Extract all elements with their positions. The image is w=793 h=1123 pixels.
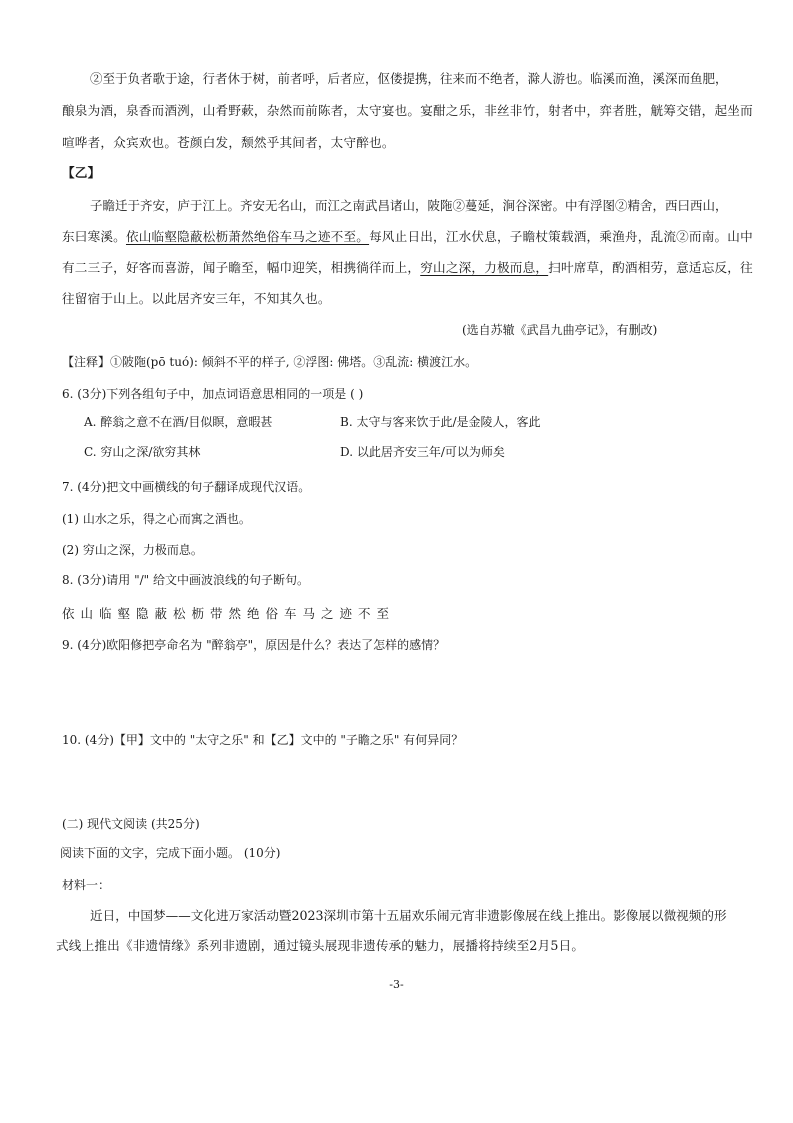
annotation-notes: 【注释】①陂陁(pō tuó): 倾斜不平的样子, ②浮图: 佛塔。③乱流: 横渡江水。	[62, 355, 478, 369]
section-2-heading: (二) 现代文阅读 (共25分)	[62, 817, 200, 831]
question-6-option-d: D. 以此居齐安三年/可以为师矣	[340, 445, 505, 459]
question-6-option-b: B. 太守与客来饮于此/是金陵人，客此	[340, 415, 541, 429]
yi-line-4: 往留宿于山上。以此居齐安三年，不知其久也。	[62, 291, 331, 306]
section-2-instruction: 阅读下面的文字，完成下面小题。 (10分)	[60, 846, 281, 860]
yi-line-2-b: 每风止日出，江水伏息，子瞻杖策载酒，乘渔舟，乱流②而南。山中	[369, 229, 753, 244]
yi-heading: 【乙】	[62, 165, 101, 180]
jia-line-3: 喧哗者，众宾欢也。苍颜白发，颓然乎其间者，太守醉也。	[62, 135, 395, 150]
material-1-line-1: 近日，中国梦——文化进万家活动暨2023深圳市第十五届欢乐闹元宵非遗影像展在线上推出。影像展以微视频的形	[90, 908, 727, 923]
material-1-line-2: 式线上推出《非遗情缘》系列非遗剧，通过镜头展现非遗传承的魅力，展播将持续至2月5日。	[56, 938, 585, 953]
yi-line-2	[62, 228, 753, 246]
yi-line-3-a: 有二三子，好客而喜游，闻子瞻至，幅巾迎笑，相携徜徉而上，	[62, 260, 421, 275]
yi-line-3-b: 扫叶席草，酌酒相劳，意适忘反，往	[548, 260, 753, 275]
underlined-sentence: 穷山之深，力极而息，	[420, 260, 549, 275]
question-6-option-c: C. 穷山之深/欲穷其林	[84, 445, 201, 459]
material-1-label: 材料一：	[62, 878, 111, 892]
question-7-sentence-1: (1) 山水之乐，得之心而寓之酒也。	[62, 512, 251, 526]
wavy-underlined-sentence: 依山临壑隐蔽松枥萧然绝俗车马之迹不至。	[125, 229, 370, 244]
yi-line-1: 子瞻迁于齐安，庐于江上。齐安无名山，而江之南武昌诸山，陂陁②蔓延，涧谷深密。中有浮图②精舍，西曰西山，	[90, 198, 728, 213]
question-6-stem: 6. (3分)下列各组句子中，加点词语意思相同的一项是 ( )	[62, 387, 364, 401]
question-8-stem: 8. (3分)请用 "/" 给文中画波浪线的句子断句。	[62, 573, 309, 587]
yi-line-3	[62, 259, 753, 277]
jia-line-2: 酿泉为酒，泉香而酒洌，山肴野蔌，杂然而前陈者，太守宴也。宴酣之乐，非丝非竹，射者中，弈者胜，觥筹交错，起坐而	[62, 103, 753, 118]
jia-line-1: ②至于负者歌于途，行者休于树，前者呼，后者应，伛偻提携，往来而不绝者，滁人游也。临溪而渔，溪深而鱼肥，	[90, 71, 728, 86]
question-9-stem: 9. (4分)欧阳修把亭命名为 "醉翁亭"，原因是什么？表达了怎样的感情？	[62, 638, 446, 652]
question-7-stem: 7. (4分)把文中画横线的句子翻译成现代汉语。	[62, 480, 311, 494]
question-10-stem: 10. (4分)【甲】文中的 "太守之乐" 和【乙】文中的 "子瞻之乐" 有何异同？	[62, 733, 464, 747]
source-citation: (选自苏辙《武昌九曲亭记》，有删改)	[462, 323, 658, 337]
question-6-option-a: A. 醉翁之意不在酒/目似瞑，意暇甚	[84, 415, 273, 429]
question-7-sentence-2: (2) 穷山之深，力极而息。	[62, 543, 203, 557]
question-8-sentence: 依山临壑隐蔽松枥带然绝俗车马之迹不至	[62, 606, 396, 621]
page-number: -3-	[389, 978, 404, 991]
yi-line-2-a: 东曰寒溪。	[62, 229, 126, 244]
